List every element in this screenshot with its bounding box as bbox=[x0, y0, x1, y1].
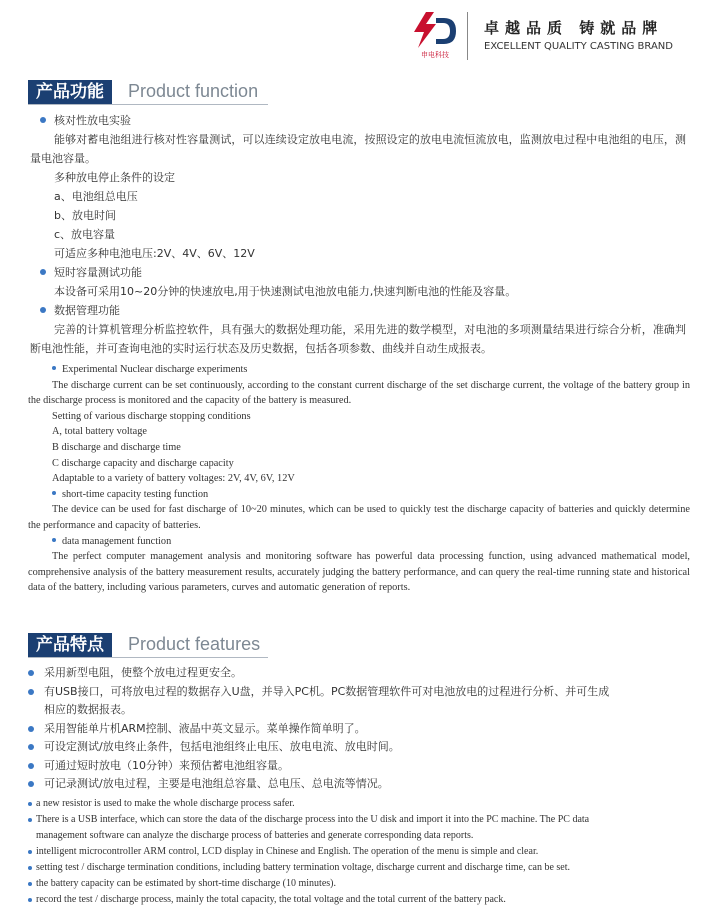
list-item: 可通过短时放电（10分钟）来预估蓄电池组容量。 bbox=[28, 757, 692, 776]
paragraph: The device can be used for fast discharge of 10~20 minutes, which can be used to quickly test the discharge capacity of batteries and quickly determine the performance and capacity of batteries. bbox=[28, 504, 690, 531]
list-item: 数据管理功能 bbox=[30, 301, 686, 320]
bullet-icon bbox=[52, 366, 56, 370]
list-item-continuation: 相应的数据报表。 bbox=[44, 703, 132, 716]
text-line: Setting of various discharge stopping conditions bbox=[52, 410, 251, 422]
list-item: intelligent microcontroller ARM control, LCD display in Chinese and English. The operation of the menu is simple and clear. bbox=[28, 844, 692, 860]
bullet-icon bbox=[28, 763, 34, 769]
text-line: A, total battery voltage bbox=[52, 426, 147, 438]
list-item: Experimental Nuclear discharge experiments bbox=[28, 362, 690, 378]
list-item: 可设定测试/放电终止条件，包括电池组终止电压、放电电流、放电时间。 bbox=[28, 738, 692, 757]
text-line: 可适应多种电池电压:2V、4V、6V、12V bbox=[54, 247, 255, 260]
bullet-icon bbox=[40, 307, 46, 313]
bullet-icon bbox=[52, 538, 56, 542]
bullet-icon bbox=[28, 802, 32, 806]
bullet-icon bbox=[28, 689, 34, 695]
list-item: 核对性放电实验 bbox=[30, 111, 686, 130]
paragraph: 完善的计算机管理分析监控软件，具有强大的数据处理功能，采用先进的数学模型，对电池的多项测量结果进行综合分析，准确判断电池性能，并可查询电池的实时运行状态及历史数据，包括各项参数、曲线并自动生成报表。 bbox=[30, 323, 686, 355]
paragraph: 能够对蓄电池组进行核对性容量测试，可以连续设定放电电流，按照设定的放电电流恒流放电，监测放电过程中电池组的电压，测量电池容量。 bbox=[30, 133, 686, 165]
features-cn-list bbox=[28, 664, 692, 794]
bullet-icon bbox=[52, 491, 56, 495]
function-cn-text bbox=[30, 111, 686, 358]
list-item: 可记录测试/放电过程，主要是电池组总容量、总电压、总电流等情况。 bbox=[28, 775, 692, 794]
bullet-icon bbox=[28, 866, 32, 870]
lightning-logo-icon bbox=[410, 10, 460, 50]
section-title-en: Product features bbox=[128, 634, 261, 654]
title-underline bbox=[28, 104, 268, 105]
section-title-cn: 产品功能 bbox=[28, 80, 112, 104]
bullet-icon bbox=[28, 781, 34, 787]
text-line: Adaptable to a variety of battery voltages: 2V, 4V, 6V, 12V bbox=[52, 473, 295, 485]
list-item: 有USB接口，可将放电过程的数据存入U盘，并导入PC机。PC数据管理软件可对电池放电的过程进行分析、并可生成 bbox=[28, 683, 692, 702]
bullet-icon bbox=[28, 850, 32, 854]
list-item: 短时容量测试功能 bbox=[30, 263, 686, 282]
list-item: a new resistor is used to make the whole discharge process safer. bbox=[28, 796, 692, 812]
text-line: 多种放电停止条件的设定 bbox=[54, 171, 175, 184]
list-item: the battery capacity can be estimated by short-time discharge (10 minutes). bbox=[28, 876, 692, 892]
bullet-icon bbox=[40, 269, 46, 275]
bullet-icon bbox=[28, 670, 34, 676]
features-en-list bbox=[28, 796, 692, 908]
list-item: data management function bbox=[28, 534, 690, 550]
section-title-cn: 产品特点 bbox=[28, 633, 112, 657]
list-item-continuation: management software can analyze the discharge process of batteries and generate corresponding data reports. bbox=[36, 830, 474, 841]
list-item: short-time capacity testing function bbox=[28, 487, 690, 503]
text-line: a、电池组总电压 bbox=[54, 190, 138, 203]
logo-caption: 申电科技 bbox=[421, 51, 449, 59]
list-item: record the test / discharge process, mainly the total capacity, the total voltage and the total current of the battery pack. bbox=[28, 892, 692, 908]
bullet-icon bbox=[28, 882, 32, 886]
bullet-icon bbox=[28, 744, 34, 750]
text-line: B discharge and discharge time bbox=[52, 441, 181, 453]
text-line: C discharge capacity and discharge capacity bbox=[52, 457, 234, 469]
text-line: b、放电时间 bbox=[54, 209, 116, 222]
text-line: c、放电容量 bbox=[54, 228, 116, 241]
function-en-text bbox=[28, 362, 690, 596]
header bbox=[0, 0, 720, 70]
brand-logo bbox=[410, 10, 460, 62]
bullet-icon bbox=[40, 117, 46, 123]
list-item: 采用新型电阻，使整个放电过程更安全。 bbox=[28, 664, 692, 683]
bullet-icon bbox=[28, 818, 32, 822]
list-item: setting test / discharge termination conditions, including battery termination voltage, discharge current and discharge time, can be set. bbox=[28, 860, 692, 876]
slogan-en: EXCELLENT QUALITY CASTING BRAND bbox=[484, 41, 673, 52]
section-title-en: Product function bbox=[128, 81, 259, 101]
title-underline bbox=[28, 657, 268, 658]
header-divider bbox=[467, 12, 468, 60]
paragraph: The perfect computer management analysis and monitoring software has powerful data processing function, using advanced mathematical model, comprehensive analysis of the battery measurement results, accurately judging the battery performance, and can query the real-time running state and historical data of the battery, including various parameters, curves and automatic generation of reports. bbox=[28, 551, 690, 594]
list-item: There is a USB interface, which can store the data of the discharge process into the U disk and import it into the PC machine. The PC data bbox=[28, 812, 692, 828]
list-item: 采用智能单片机ARM控制、液晶中英文显示。菜单操作简单明了。 bbox=[28, 720, 692, 739]
paragraph: The discharge current can be set continuously, according to the constant current discharge of the set discharge current, the voltage of the battery group in the discharge process is monitored and the capacity of the battery is measured. bbox=[28, 379, 690, 407]
slogan-cn: 卓越品质 铸就品牌 bbox=[484, 19, 664, 37]
text-line: 本设备可采用10~20分钟的快速放电,用于快速测试电池放电能力,快速判断电池的性能及容量。 bbox=[54, 285, 517, 298]
bullet-icon bbox=[28, 726, 34, 732]
bullet-icon bbox=[28, 898, 32, 902]
